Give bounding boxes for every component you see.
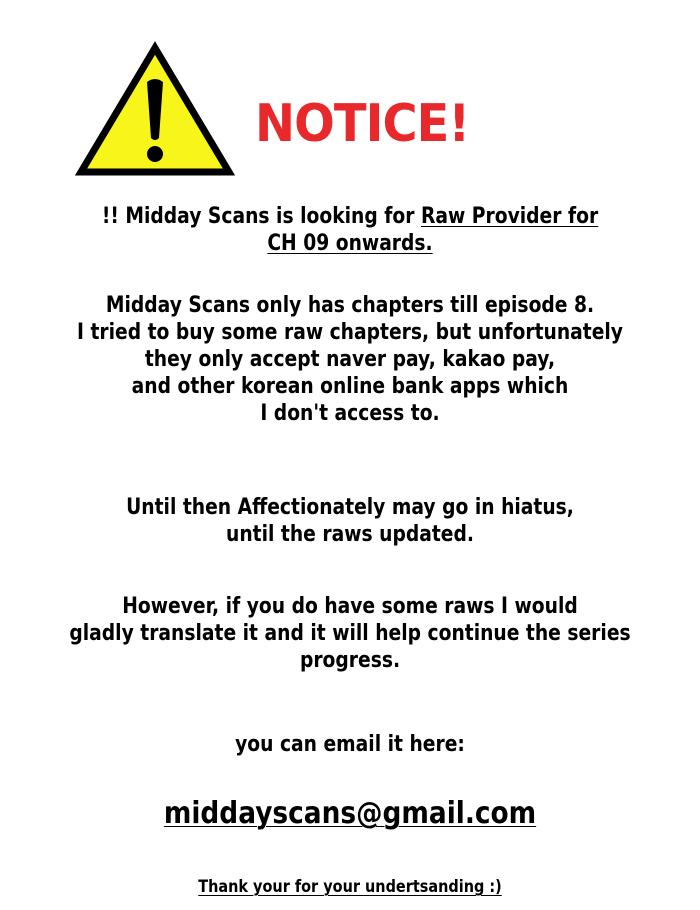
- thanks-text: Thank your for your undertsanding :): [198, 877, 502, 897]
- paragraph-3-line: However, if you do have some raws I would: [122, 594, 578, 619]
- paragraph-1-line: I tried to buy some raw chapters, but unfortunately: [77, 320, 623, 345]
- paragraph-1-line: I don't access to.: [260, 401, 440, 426]
- intro-highlight-1: Raw Provider for: [420, 204, 599, 229]
- intro-prefix: !! Midday Scans is looking for: [101, 204, 415, 229]
- paragraph-1-line: and other korean online bank apps which: [131, 374, 569, 399]
- paragraph-1-line: they only accept naver pay, kakao pay,: [144, 347, 556, 372]
- paragraph-3-line: gladly translate it and it will help continue the series: [69, 621, 631, 646]
- intro-block: [0, 203, 700, 257]
- email-block: [0, 796, 700, 832]
- intro-highlight-2: CH 09 onwards.: [267, 231, 433, 256]
- paragraph-3: [0, 593, 700, 674]
- email-link[interactable]: middayscans@gmail.com: [163, 796, 537, 831]
- email-prompt-block: [0, 731, 700, 758]
- paragraph-1-line: Midday Scans only has chapters till episode 8.: [105, 293, 595, 318]
- paragraph-2-line: until the raws updated.: [226, 522, 474, 547]
- email-prompt: you can email it here:: [235, 732, 465, 757]
- paragraph-3-line: progress.: [299, 648, 401, 673]
- paragraph-1: [0, 292, 700, 427]
- warning-triangle-icon: [75, 40, 235, 180]
- paragraph-2: [0, 494, 700, 548]
- thanks-block: [0, 876, 700, 898]
- paragraph-2-line: Until then Affectionately may go in hiatus,: [126, 495, 574, 520]
- notice-title: NOTICE!: [255, 94, 470, 154]
